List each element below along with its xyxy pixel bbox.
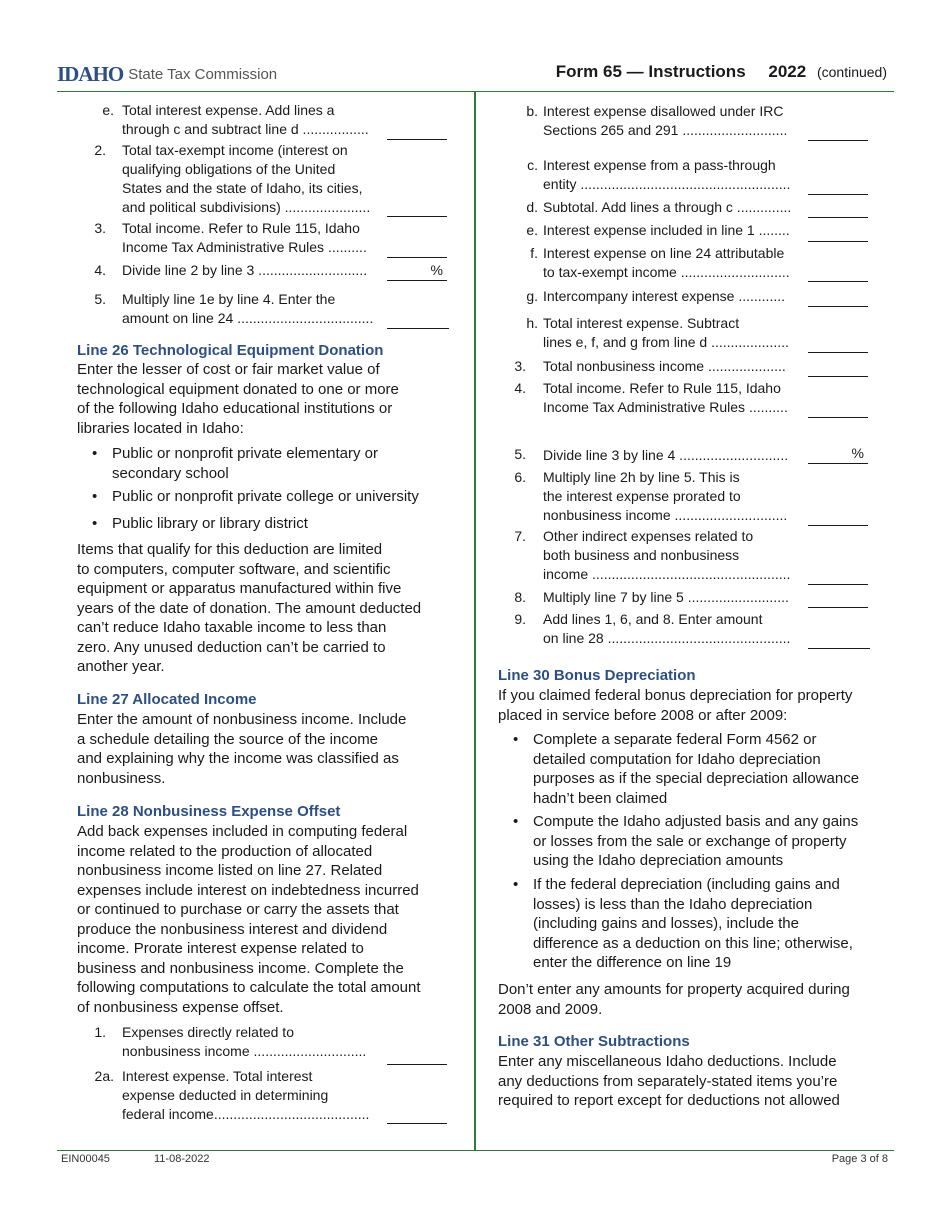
- amount-field[interactable]: [808, 588, 868, 608]
- item-label: d.: [526, 199, 538, 215]
- line26-intro: Enter the lesser of cost or fair market value of technological equipment donated to one or more of the following Idaho educational institutions or libraries located in Idaho:: [77, 361, 399, 437]
- item-label: 2a.: [94, 1068, 114, 1084]
- item-label: 2.: [94, 142, 106, 158]
- amount-field[interactable]: [808, 398, 868, 418]
- line30-bullet: [513, 730, 860, 808]
- item-label: 4.: [94, 262, 106, 278]
- item-label: h.: [526, 315, 538, 331]
- amount-field[interactable]: [808, 357, 868, 377]
- bullet-text: Public library or library district: [112, 515, 308, 532]
- item-text: Add lines 1, 6, and 8. Enter amount on line 28 ...............................................: [543, 611, 791, 646]
- item-text: Total nonbusiness income ....................: [543, 358, 786, 374]
- footer-page-number: Page 3 of 8: [831, 1153, 888, 1165]
- item-text: Multiply line 1e by line 4. Enter the amount on line 24 ...................................: [122, 291, 374, 326]
- item-label: 3.: [94, 220, 106, 236]
- item-text: Interest expense on line 24 attributable to tax-exempt income ............................: [543, 245, 790, 280]
- item-text: Total interest expense. Subtract lines e, f, and g from line d ....................: [543, 315, 789, 350]
- agency-logo: [57, 62, 277, 86]
- amount-field[interactable]: [808, 629, 870, 649]
- bullet-icon: •: [513, 731, 519, 748]
- item-text: Interest expense included in line 1 ........: [543, 222, 790, 238]
- line28-body: Add back expenses included in computing federal income related to the production of allocated nonbusiness income listed on line 27. Related expenses include interest on indebtedness incurred or continued to purchase or carry the assets that produce the nonbusiness interest and dividend income. Prorate interest expense related to business and nonbusiness income. Complete the following computations to calculate the total amount of nonbusiness expense offset.: [77, 823, 421, 1016]
- line27-body: Enter the amount of nonbusiness income. Include a schedule detailing the source of the income and explaining why the income was classified as nonbusiness.: [77, 711, 407, 787]
- line30-intro: If you claimed federal bonus depreciation for property placed in service before 2008 or after 2009:: [498, 687, 853, 724]
- bullet-text: Complete a separate federal Form 4562 or detailed computation for Idaho depreciation purposes as if the special depreciation allowance hadn’t been claimed: [533, 731, 860, 807]
- footer-date: 11-08-2022: [154, 1153, 210, 1165]
- line30-bullet: [513, 875, 853, 973]
- item-label: 3.: [514, 358, 526, 374]
- item-text: Total income. Refer to Rule 115, Idaho Income Tax Administrative Rules ..........: [122, 220, 367, 255]
- item-label: c.: [527, 157, 538, 173]
- item-text: Total interest expense. Add lines a through c and subtract line d .................: [122, 102, 369, 137]
- line26-bullet: [92, 514, 308, 534]
- item-label: 7.: [514, 528, 526, 544]
- footer-form-code: EIN00045: [61, 1153, 110, 1165]
- item-label: 5.: [94, 291, 106, 307]
- form-header: [556, 62, 887, 82]
- item-text: Expenses directly related to nonbusiness income .............................: [122, 1024, 367, 1059]
- line31-heading: Line 31 Other Subtractions: [498, 1033, 690, 1050]
- column-divider: [474, 92, 476, 1150]
- item-text: Multiply line 7 by line 5 ..........................: [543, 589, 789, 605]
- item-text: Total tax-exempt income (interest on qualifying obligations of the United States and the state of Idaho, its cities, and political subdivisions) ......................: [122, 142, 371, 215]
- item-text: Interest expense. Total interest expense deducted in determining federal income........................................: [122, 1068, 370, 1122]
- line26-bullet: [92, 487, 419, 507]
- amount-field[interactable]: [808, 121, 868, 141]
- amount-field[interactable]: [387, 1104, 447, 1124]
- item-label: 1.: [94, 1024, 106, 1040]
- item-label: 6.: [514, 469, 526, 485]
- amount-field[interactable]: [387, 309, 449, 329]
- percent-sign: %: [430, 262, 443, 278]
- line31-body: Enter any miscellaneous Idaho deductions. Include any deductions from separately-stated items you’re required to report except for deductions not allowed: [498, 1053, 840, 1109]
- bullet-icon: •: [92, 515, 98, 532]
- item-label: 4.: [514, 380, 526, 396]
- amount-field[interactable]: [387, 238, 447, 258]
- line26-body: Items that qualify for this deduction are limited to computers, computer software, and scientific equipment or apparatus manufactured within five years of the date of donation. The amount deducted can’t reduce Idaho taxable income to less than zero. Any unused deduction can’t be carried to another year.: [77, 541, 422, 675]
- bullet-icon: •: [92, 488, 98, 505]
- bullet-text: If the federal depreciation (including gains and losses) is less than the Idaho depreciation (including gains and losses), include the difference as a deduction on this line; otherwise, enter the difference on line 19: [533, 876, 853, 971]
- amount-field[interactable]: [387, 120, 447, 140]
- bullet-icon: •: [513, 813, 519, 830]
- item-label: 8.: [514, 589, 526, 605]
- percent-sign: %: [851, 445, 864, 461]
- amount-field[interactable]: [808, 198, 868, 218]
- item-text: Divide line 2 by line 3 ............................: [122, 262, 368, 278]
- form-year: 2022: [768, 62, 807, 81]
- item-text: Interest expense from a pass-through entity ......................................................: [543, 157, 791, 192]
- bullet-text: Compute the Idaho adjusted basis and any gains or losses from the sale or exchange of property using the Idaho depreciation amounts: [533, 813, 859, 869]
- line26-bullet: [92, 444, 378, 483]
- amount-field[interactable]: [808, 262, 868, 282]
- line26-heading: Line 26 Technological Equipment Donation: [77, 342, 384, 359]
- amount-field[interactable]: [808, 175, 868, 195]
- bullet-icon: •: [513, 876, 519, 893]
- footer-rule: [57, 1150, 894, 1151]
- line28-heading: Line 28 Nonbusiness Expense Offset: [77, 803, 341, 820]
- item-text: Total income. Refer to Rule 115, Idaho Income Tax Administrative Rules ..........: [543, 380, 788, 415]
- item-text: Multiply line 2h by line 5. This is the interest expense prorated to nonbusiness income .............................: [543, 469, 788, 523]
- form-title: Form 65 — Instructions: [555, 62, 746, 81]
- amount-field[interactable]: [808, 222, 868, 242]
- amount-field[interactable]: [808, 565, 868, 585]
- continued-label: (continued): [816, 64, 887, 80]
- item-text: Divide line 3 by line 4 ............................: [543, 447, 789, 463]
- item-label: g.: [526, 288, 538, 304]
- item-label: 9.: [514, 611, 526, 627]
- percent-field[interactable]: [387, 261, 447, 281]
- item-text: Intercompany interest expense ............: [543, 288, 786, 304]
- item-label: e.: [526, 222, 538, 238]
- bullet-icon: •: [92, 445, 98, 462]
- line30-bullet: [513, 812, 859, 871]
- amount-field[interactable]: [387, 1045, 447, 1065]
- amount-field[interactable]: [808, 333, 868, 353]
- line30-heading: Line 30 Bonus Depreciation: [498, 667, 696, 684]
- line27-heading: Line 27 Allocated Income: [77, 691, 257, 708]
- line30-body: Don’t enter any amounts for property acquired during 2008 and 2009.: [498, 981, 850, 1018]
- agency-name: State Tax Commission: [128, 65, 278, 83]
- bullet-text: Public or nonprofit private college or university: [112, 488, 419, 505]
- item-text: Interest expense disallowed under IRC Sections 265 and 291 ...........................: [543, 103, 788, 138]
- amount-field[interactable]: [808, 506, 868, 526]
- amount-field[interactable]: [387, 197, 447, 217]
- item-label: b.: [526, 103, 538, 119]
- item-label: 5.: [514, 446, 526, 462]
- amount-field[interactable]: [808, 287, 868, 307]
- percent-field[interactable]: [808, 444, 868, 464]
- idaho-logo-word: IDAHO: [57, 61, 124, 86]
- item-label: e.: [102, 102, 114, 118]
- bullet-text: Public or nonprofit private elementary or secondary school: [112, 445, 378, 482]
- item-label: f.: [530, 245, 538, 261]
- item-text: Subtotal. Add lines a through c ..............: [543, 199, 792, 215]
- item-text: Other indirect expenses related to both business and nonbusiness income ...................................................: [543, 528, 791, 582]
